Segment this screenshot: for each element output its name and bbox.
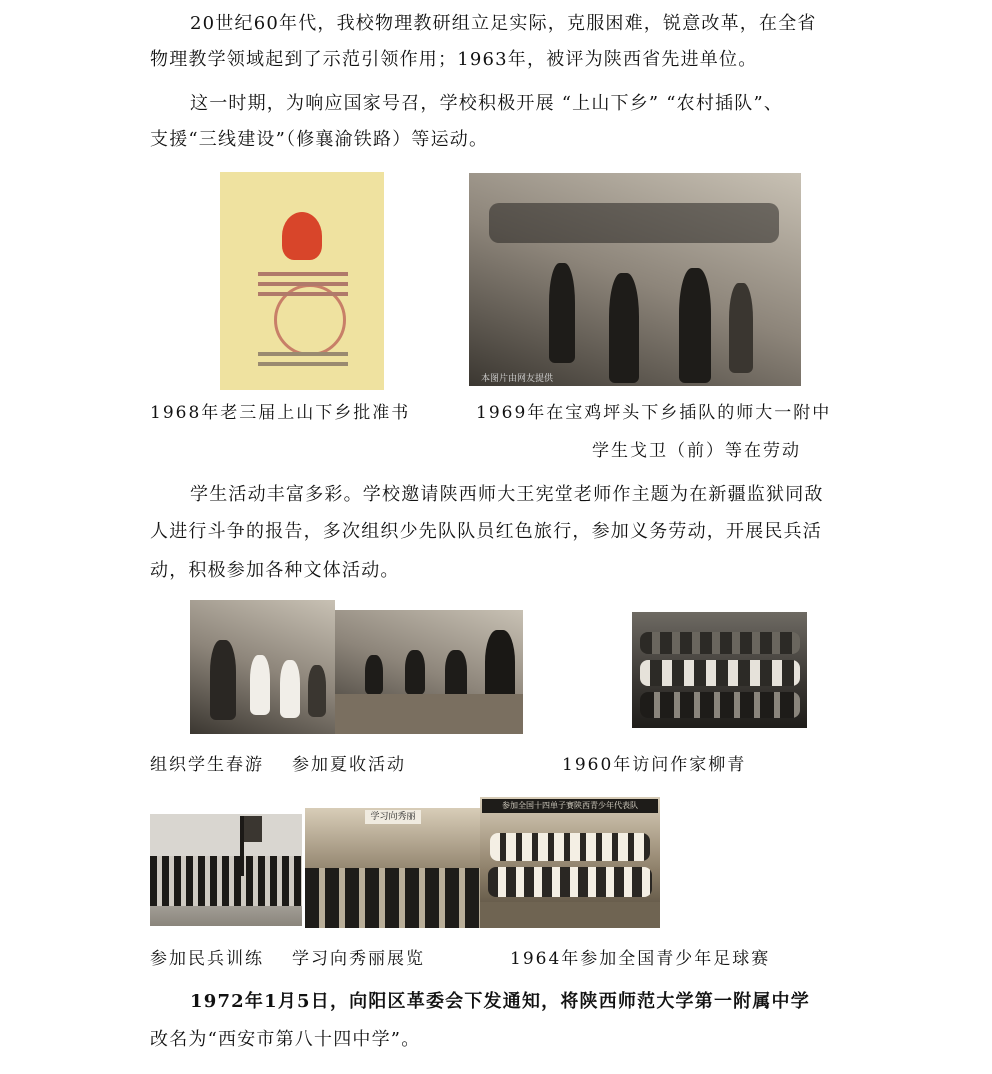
photo-watermark: 本图片由网友提供 [481, 374, 554, 384]
caption-labor-2: 学生戈卫（前）等在劳动 [592, 441, 801, 461]
booklet-photo [220, 172, 384, 390]
caption-football: 1964年参加全国青少年足球赛 [510, 949, 771, 969]
summer-harvest-photo [335, 610, 523, 734]
paragraph-line: 人进行斗争的报告，多次组织少先队队员红色旅行，参加义务劳动，开展民兵活 [150, 521, 822, 542]
booklet-text-lines [258, 272, 348, 276]
caption-militia: 参加民兵训练 [150, 949, 264, 969]
paragraph-line: 这一时期，为响应国家号召，学校积极开展 “上山下乡” “农村插队”、 [190, 93, 784, 114]
writer-visit-photo [632, 612, 807, 728]
labor-photo [469, 173, 801, 386]
football-banner: 参加全国十四单子赛陕西青少年代表队 [482, 799, 658, 813]
militia-photo [150, 814, 302, 926]
paragraph-line: 支援“三线建设”（修襄渝铁路）等运动。 [150, 129, 489, 150]
football-photo [480, 797, 660, 928]
caption-exhibition: 学习向秀丽展览 [292, 949, 425, 969]
caption-spring-outing: 组织学生春游 [150, 755, 264, 775]
caption-labor: 1969年在宝鸡坪头下乡插队的师大一附中 [476, 403, 832, 423]
paragraph-line: 20世纪60年代，我校物理教研组立足实际，克服困难，锐意改革，在全省 [190, 13, 817, 34]
stamp-icon [274, 284, 346, 356]
caption-writer-visit: 1960年访问作家柳青 [562, 755, 747, 775]
caption-booklet: 1968年老三届上山下乡批准书 [150, 403, 411, 423]
portrait-icon [282, 212, 322, 260]
caption-summer-harvest: 参加夏收活动 [292, 755, 406, 775]
paragraph-line: 学生活动丰富多彩。学校邀请陕西师大王宪堂老师作主题为在新疆监狱同敌 [190, 484, 824, 505]
paragraph-line: 物理教学领域起到了示范引领作用；1963年，被评为陕西省先进单位。 [150, 49, 758, 70]
exhibition-sign: 学习向秀丽 [365, 810, 421, 824]
paragraph-line: 动，积极参加各种文体活动。 [150, 560, 400, 581]
paragraph-line: 改名为“西安市第八十四中学”。 [150, 1029, 421, 1050]
spring-outing-photo [190, 600, 335, 734]
paragraph-line: 1972年1月5日，向阳区革委会下发通知，将陕西师范大学第一附属中学 [190, 991, 810, 1012]
exhibition-photo [305, 808, 480, 928]
